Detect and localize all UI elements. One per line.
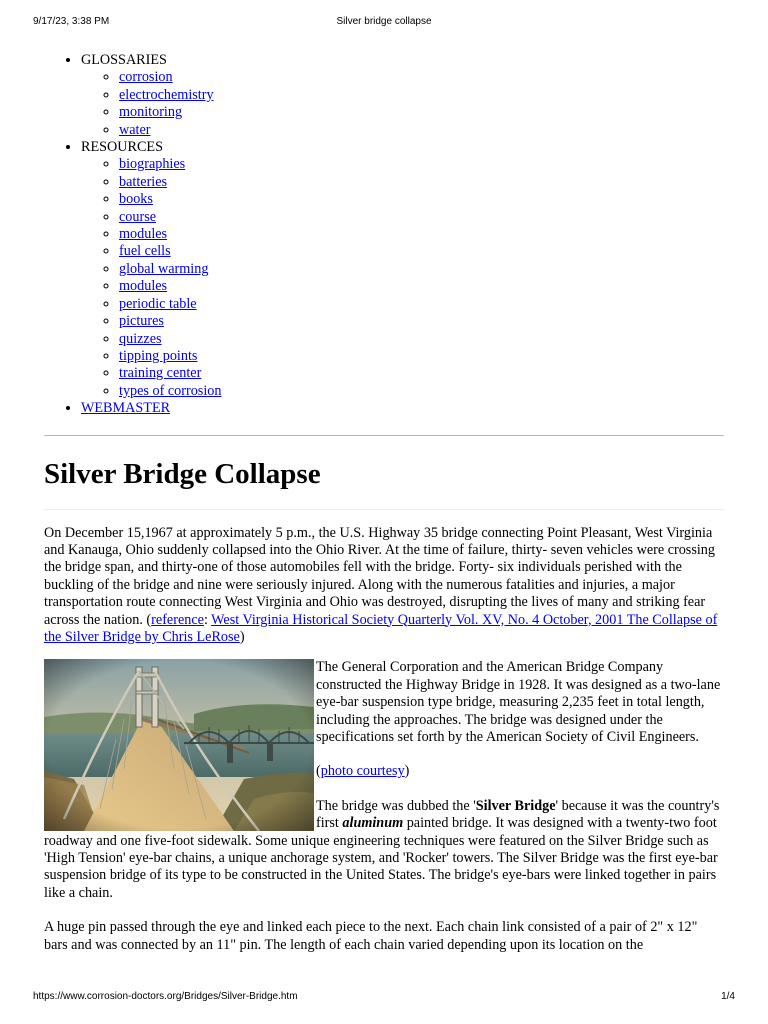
section-divider xyxy=(44,435,724,436)
glossary-link-electrochemistry[interactable]: electrochemistry xyxy=(119,86,214,103)
intro-close: ) xyxy=(239,628,245,645)
resource-link-modules-2[interactable]: modules xyxy=(119,278,168,295)
p4-text-c: ' because it was the country's first xyxy=(316,797,720,832)
photo-credit-close: ) xyxy=(404,763,410,780)
list-item xyxy=(119,122,724,139)
print-title: Silver bridge collapse xyxy=(336,16,432,27)
photo-credit-open: ( xyxy=(316,763,321,780)
glossaries-list xyxy=(81,69,724,139)
title-divider xyxy=(44,509,724,510)
resources-list xyxy=(81,156,724,400)
list-item xyxy=(119,348,724,365)
nav-resources xyxy=(81,139,724,400)
list-item xyxy=(119,278,724,295)
print-datetime: 9/17/23, 3:38 PM xyxy=(33,16,110,27)
intro-colon: : xyxy=(203,611,212,628)
print-footer xyxy=(33,991,735,1005)
resource-link-batteries[interactable]: batteries xyxy=(119,173,168,190)
intro-text: On December 15,1967 at approximately 5 p.m., the U.S. Highway 35 bridge connecting Point Pleasant, West Virginia and Kanauga, Ohio suddenly collapsed into the Ohio River. At the time of failure, thirty- seven vehicles were crossing the bridge span, and thirty-one of those automobiles fell with the bridge. Forty- six individuals perished with the buckling of the bridge and nine were seriously injured. Along with the numerous fatalities and injuries, a major transportation route connecting West Virginia and Ohio was destroyed, disrupting the lives of many and striking fear across the nation. ( xyxy=(44,524,715,628)
resource-link-fuel-cells[interactable]: fuel cells xyxy=(119,243,171,260)
list-item xyxy=(119,365,724,382)
nav-resources-label: RESOURCES xyxy=(81,139,163,156)
resource-link-modules[interactable]: modules xyxy=(119,226,168,243)
list-item xyxy=(119,87,724,104)
list-item xyxy=(119,383,724,400)
resource-link-tipping-points[interactable]: tipping points xyxy=(119,347,198,364)
p4-bold-silver-bridge: Silver Bridge xyxy=(475,797,556,814)
resource-link-periodic-table[interactable]: periodic table xyxy=(119,295,197,312)
photo-courtesy-link[interactable]: photo courtesy xyxy=(320,763,405,780)
page-title: Silver Bridge Collapse xyxy=(44,457,321,490)
list-item xyxy=(119,174,724,191)
list-item xyxy=(119,296,724,313)
resource-link-quizzes[interactable]: quizzes xyxy=(119,330,162,347)
list-item xyxy=(119,191,724,208)
intro-paragraph xyxy=(44,525,724,647)
site-nav xyxy=(44,52,724,418)
resource-link-types-of-corrosion[interactable]: types of corrosion xyxy=(119,382,222,399)
list-item xyxy=(119,331,724,348)
resource-link-global-warming[interactable]: global warming xyxy=(119,260,209,277)
glossary-link-monitoring[interactable]: monitoring xyxy=(119,104,183,121)
list-item xyxy=(119,69,724,86)
reference-link[interactable]: reference xyxy=(151,611,204,628)
silver-bridge-photo xyxy=(44,659,314,831)
print-page-number: 1/4 xyxy=(721,991,735,1002)
resource-link-pictures[interactable]: pictures xyxy=(119,313,164,330)
resource-link-biographies[interactable]: biographies xyxy=(119,156,186,173)
print-url: https://www.corrosion-doctors.org/Bridges/Silver-Bridge.htm xyxy=(33,991,298,1002)
p4-text-a: The bridge was dubbed the ' xyxy=(316,797,476,814)
glossary-link-corrosion[interactable]: corrosion xyxy=(119,69,173,86)
nav-webmaster xyxy=(81,400,724,417)
webmaster-link[interactable]: WEBMASTER xyxy=(81,400,171,417)
nav-glossaries-label: GLOSSARIES xyxy=(81,52,167,68)
p4-aluminum: aluminum xyxy=(342,815,404,832)
list-item xyxy=(119,261,724,278)
resource-link-course[interactable]: course xyxy=(119,208,157,225)
list-item xyxy=(119,209,724,226)
resource-link-training-center[interactable]: training center xyxy=(119,365,202,382)
page-content xyxy=(44,52,724,954)
resource-link-books[interactable]: books xyxy=(119,191,153,208)
nav-glossaries xyxy=(81,52,724,139)
list-item xyxy=(119,104,724,121)
list-item xyxy=(119,243,724,260)
construction-paragraph: The General Corporation and the American Bridge Company constructed the Highway Bridge in 1928. It was designed as a two-lane eye-bar suspension type bridge, measuring 2,235 feet in total length, including the approaches. The bridge was designed under the specifications set forth by the American Society of Civil Engineers. xyxy=(316,659,721,745)
list-item xyxy=(119,156,724,173)
source-link[interactable]: West Virginia Historical Society Quarterly Vol. XV, No. 4 October, 2001 The Collapse of the Silver Bridge by Chris LeRose xyxy=(44,611,718,645)
print-header xyxy=(33,16,735,30)
p4-text-e: painted bridge. It was designed with a twenty-two foot roadway and one five-foot sidewalk. Some unique engineering techniques were featured on the Silver Bridge such as 'High Tension' eye-bar chains, a unique anchorage system, and 'Rocker' towers. The Silver Bridge was the first eye-bar suspension bridge of its type to be constructed in the United States. The bridge's eye-bars were linked together in pairs like a chain. xyxy=(44,815,718,901)
list-item xyxy=(119,226,724,243)
list-item xyxy=(119,313,724,330)
glossary-link-water[interactable]: water xyxy=(119,121,151,138)
pin-paragraph: A huge pin passed through the eye and linked each piece to the next. Each chain link consisted of a pair of 2" x 12" bars and was connected by an 11" pin. The length of each chain varied depending upon its location on the xyxy=(44,919,698,953)
